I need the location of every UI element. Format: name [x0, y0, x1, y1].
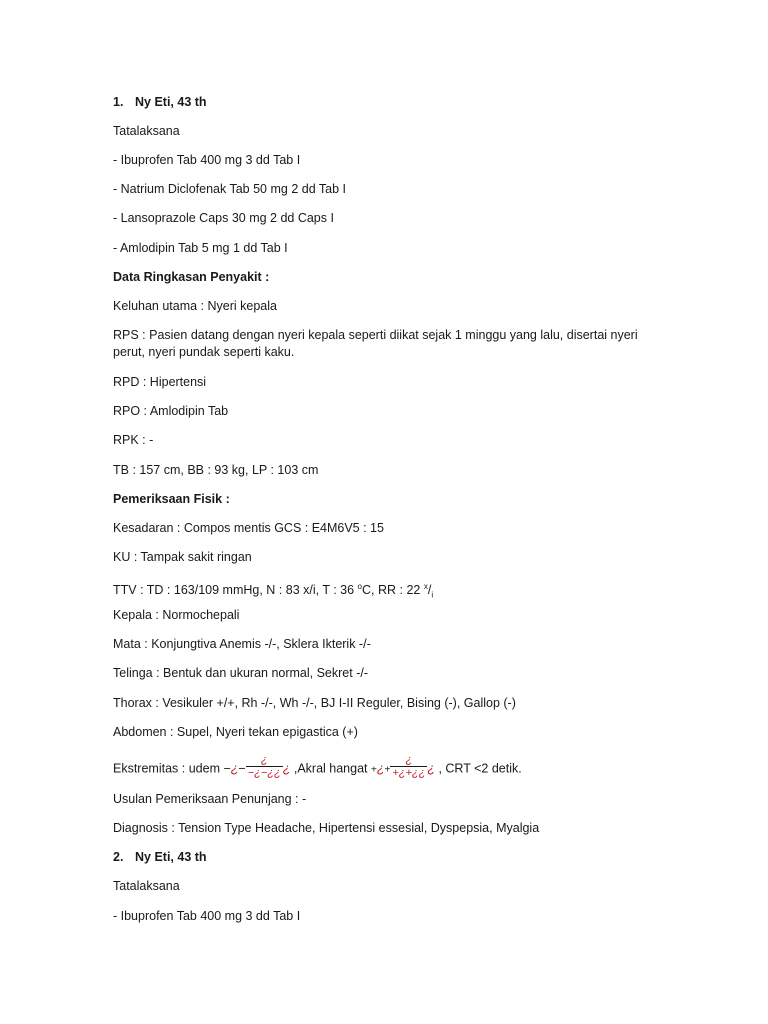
ttv-text: TTV : TD : 163/109 mmHg, N : 83 x/i, T : 36 $^o$C, RR : 22 $^x/_i$ [113, 582, 434, 600]
udem-fraction: $\frac{¿}{-¿-¿¿}$ [247, 754, 281, 779]
patient-heading-1: 1. Ny Eti, 43 th [113, 95, 207, 109]
rpk-text: RPK : - [113, 433, 154, 447]
patient-heading-2: 2. Ny Eti, 43 th [113, 850, 207, 864]
data-ringkasan-heading: Data Ringkasan Penyakit : [113, 270, 270, 284]
tatalaksana-label-1: Tatalaksana [113, 124, 180, 138]
med-item: - Natrium Diclofenak Tab 50 mg 2 dd Tab I [113, 182, 346, 196]
rpd-text: RPD : Hipertensi [113, 375, 207, 389]
ku-text: KU : Tampak sakit ringan [113, 550, 252, 564]
med-item: - Amlodipin Tab 5 mg 1 dd Tab I [113, 241, 288, 255]
tatalaksana-label-2: Tatalaksana [113, 879, 180, 893]
usulan-text: Usulan Pemeriksaan Penunjang : - [113, 792, 307, 806]
kepala-text: Kepala : Normochepali [113, 608, 240, 622]
med-item: - Ibuprofen Tab 400 mg 3 dd Tab I [113, 909, 301, 923]
rpo-text: RPO : Amlodipin Tab [113, 404, 229, 418]
akral-fraction: $\frac{¿}{+¿+¿¿}$ [392, 754, 426, 779]
kesadaran-text: Kesadaran : Compos mentis GCS : E4M6V5 : 15 [113, 521, 384, 535]
anthropometry-text: TB : 157 cm, BB : 93 kg, LP : 103 cm [113, 463, 319, 477]
abdomen-text: Abdomen : Supel, Nyeri tekan epigastica (+) [113, 725, 358, 739]
keluhan-utama: Keluhan utama : Nyeri kepala [113, 299, 277, 313]
telinga-text: Telinga : Bentuk dan ukuran normal, Sekret -/- [113, 666, 368, 680]
med-item: - Lansoprazole Caps 30 mg 2 dd Caps I [113, 211, 334, 225]
pemeriksaan-fisik-heading: Pemeriksaan Fisik : [113, 492, 230, 506]
rps-text: RPS : Pasien datang dengan nyeri kepala seperti diikat sejak 1 minggu yang lalu, disertai nyeri perut, nyeri pundak seperti kaku. [113, 328, 638, 359]
med-item: - Ibuprofen Tab 400 mg 3 dd Tab I [113, 153, 301, 167]
ekstremitas-text: Ekstremitas : udem −¿− $\frac{¿}{-¿-¿¿}$ ¿ ,Akral hangat +¿+ $\frac{¿}{+¿+¿¿}$ ¿ , CRT <2 detik. [113, 754, 522, 779]
thorax-text: Thorax : Vesikuler +/+, Rh -/-, Wh -/-, BJ I-II Reguler, Bising (-), Gallop (-) [113, 696, 516, 710]
diagnosis-text: Diagnosis : Tension Type Headache, Hipertensi essesial, Dyspepsia, Myalgia [113, 821, 540, 835]
mata-text: Mata : Konjungtiva Anemis -/-, Sklera Ikterik -/- [113, 637, 371, 651]
